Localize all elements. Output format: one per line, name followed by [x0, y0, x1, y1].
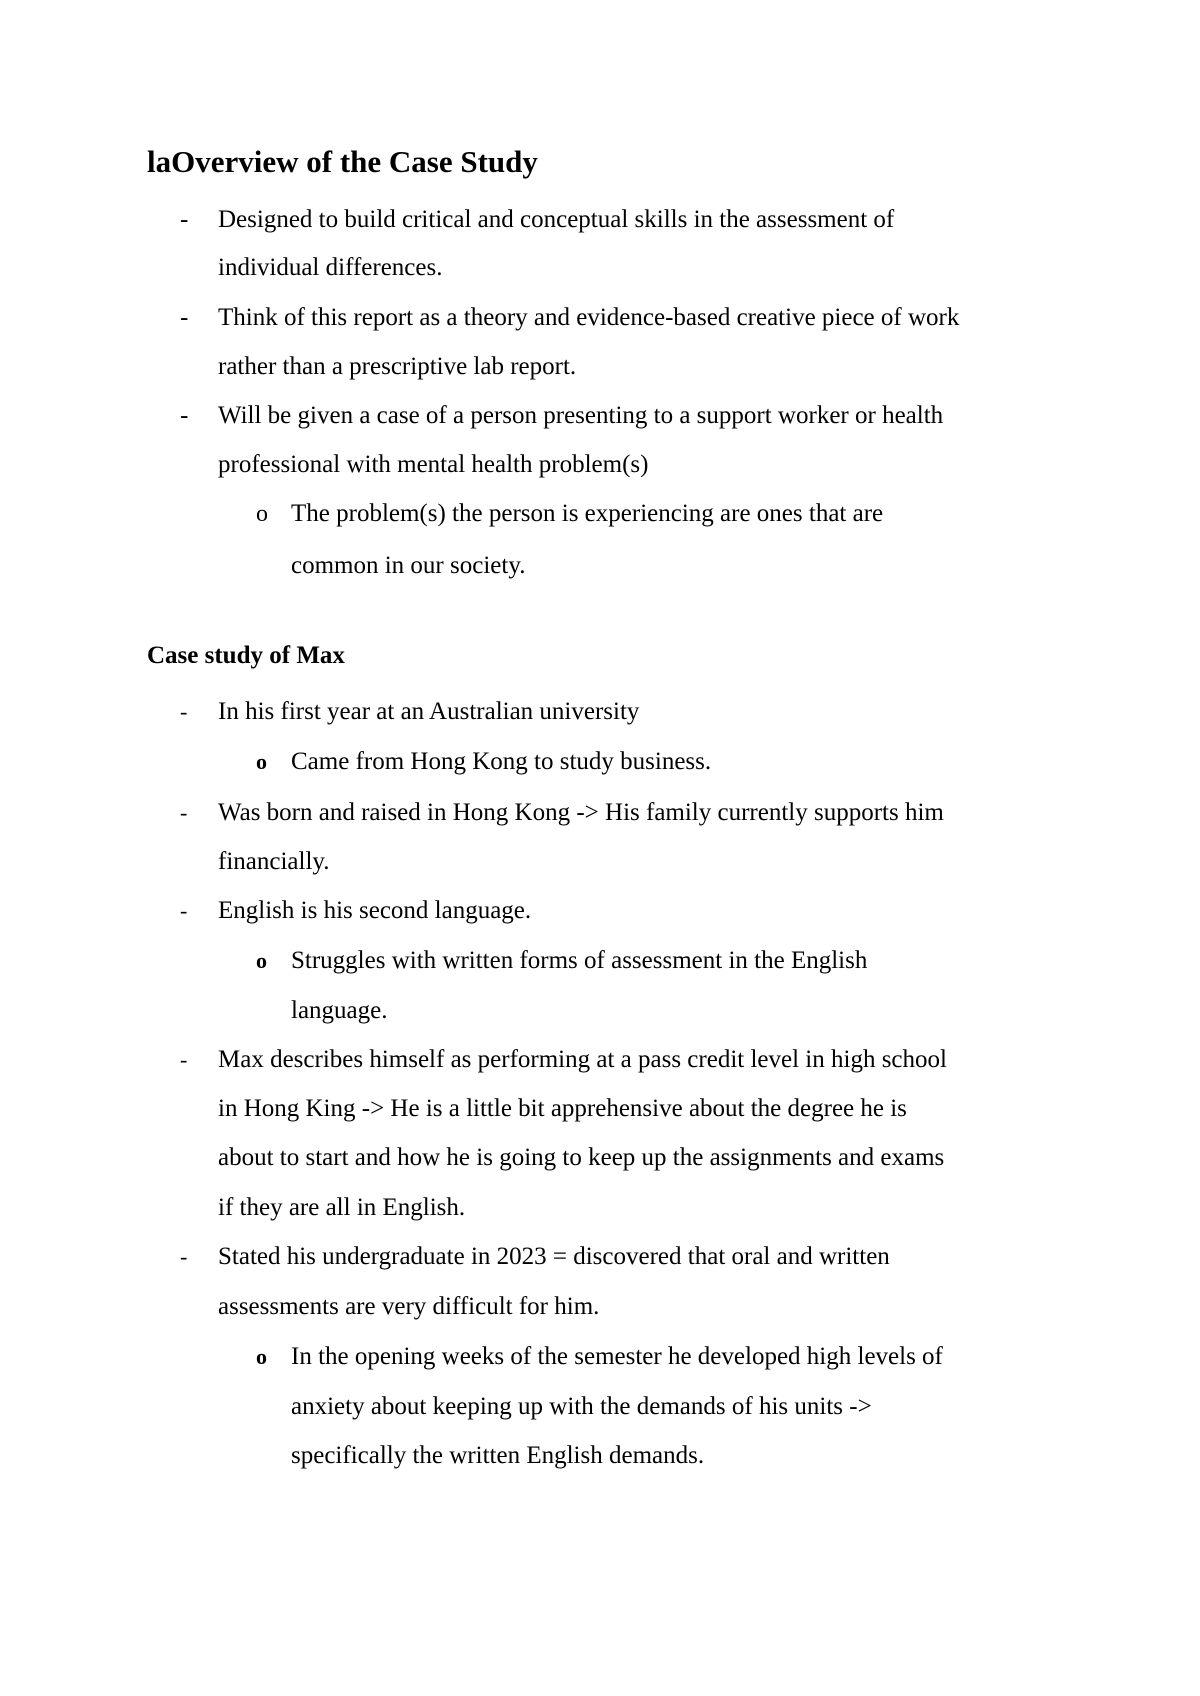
text-line: individual differences. — [218, 254, 443, 281]
text-line: language. — [291, 997, 388, 1024]
text-line: Think of this report as a theory and evidence-based creative piece of work — [218, 304, 960, 331]
sub-bullet-circle: o — [256, 1344, 267, 1369]
text-line: professional with mental health problem(s) — [218, 451, 649, 478]
page-title: laOverview of the Case Study — [147, 144, 538, 179]
bullet-dash: - — [180, 699, 188, 724]
text-line: rather than a prescriptive lab report. — [218, 353, 577, 380]
text-line: in Hong King -> He is a little bit apprehensive about the degree he is — [218, 1095, 907, 1122]
text-line: Stated his undergraduate in 2023 = discovered that oral and written — [218, 1243, 890, 1270]
text-line: Was born and raised in Hong Kong -> His family currently supports him — [218, 799, 944, 826]
sub-bullet-circle: o — [256, 501, 268, 527]
text-line: English is his second language. — [218, 897, 532, 924]
bullet-dash: - — [180, 800, 188, 825]
text-line: Max describes himself as performing at a pass credit level in high school — [218, 1046, 947, 1073]
text-line: Designed to build critical and conceptual skills in the assessment of — [218, 206, 895, 233]
text-line: financially. — [218, 848, 330, 875]
text-line: about to start and how he is going to keep up the assignments and exams — [218, 1144, 945, 1171]
text-line: Will be given a case of a person presenting to a support worker or health — [218, 402, 944, 429]
text-line: Came from Hong Kong to study business. — [291, 748, 712, 775]
text-line: anxiety about keeping up with the demands of his units -> — [291, 1393, 872, 1420]
section-heading: Case study of Max — [147, 642, 345, 669]
text-line: Struggles with written forms of assessment in the English — [291, 947, 868, 974]
bullet-dash: - — [180, 898, 188, 923]
bullet-dash: - — [180, 402, 189, 429]
bullet-dash: - — [180, 206, 189, 233]
bullet-dash: - — [180, 304, 189, 331]
sub-bullet-circle: o — [256, 749, 267, 774]
text-line: In his first year at an Australian university — [218, 698, 640, 725]
text-line: specifically the written English demands. — [291, 1442, 705, 1469]
bullet-dash: - — [180, 1047, 188, 1072]
text-line: In the opening weeks of the semester he developed high levels of — [291, 1343, 943, 1370]
sub-bullet-circle: o — [256, 948, 267, 973]
text-line: The problem(s) the person is experiencing are ones that are — [291, 500, 884, 527]
text-line: if they are all in English. — [218, 1194, 466, 1221]
bullet-dash: - — [180, 1244, 188, 1269]
text-line: assessments are very difficult for him. — [218, 1293, 600, 1320]
text-line: common in our society. — [291, 552, 526, 579]
